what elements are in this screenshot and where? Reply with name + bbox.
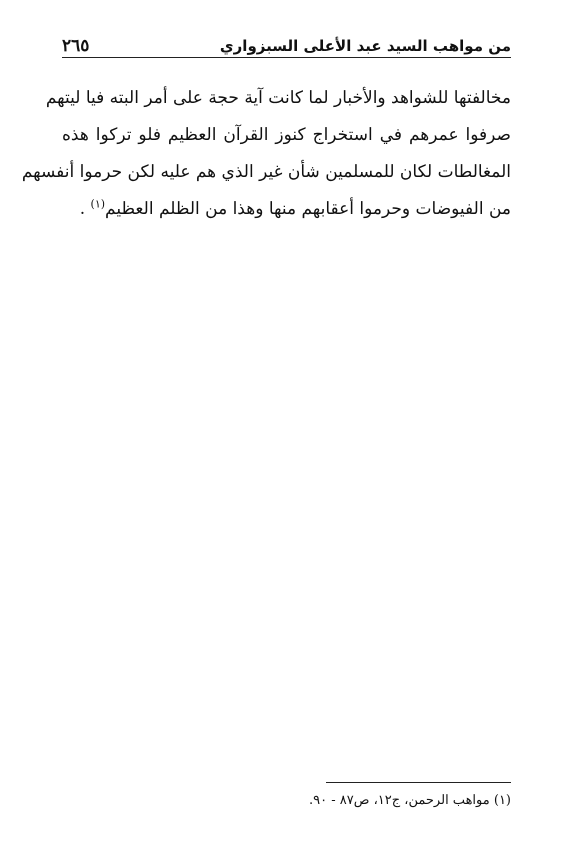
footnote: (١) مواهب الرحمن، ج١٢، ص٨٧ - ٩٠. [309,793,511,808]
header-title: من مواهب السيد عبد الأعلى السبزواري [219,37,511,55]
body-line-2: صرفوا عمرهم في استخراج كنوز القرآن العظيم فلو تركوا هذه [62,125,511,145]
footnote-reference: (١) [90,197,106,211]
body-line-3: المغالطات لكان للمسلمين شأن غير الذي هم عليه لكن حرموا أنفسهم [21,162,511,182]
body-line-4-text: من الفيوضات وحرموا أعقابهم منها وهذا من الظلم العظيم [105,199,511,219]
body-line-4 [62,191,511,228]
body-paragraph [21,80,511,228]
page-number: ٢٦٥ [62,36,90,56]
running-header [62,30,511,56]
header-rule [62,57,511,58]
footnote-rule [326,782,511,783]
closing-period: . [79,199,86,219]
body-line-1: مخالفتها للشواهد والأخبار لما كانت آية حجة على أمر البته فيا ليتهم [45,88,511,108]
